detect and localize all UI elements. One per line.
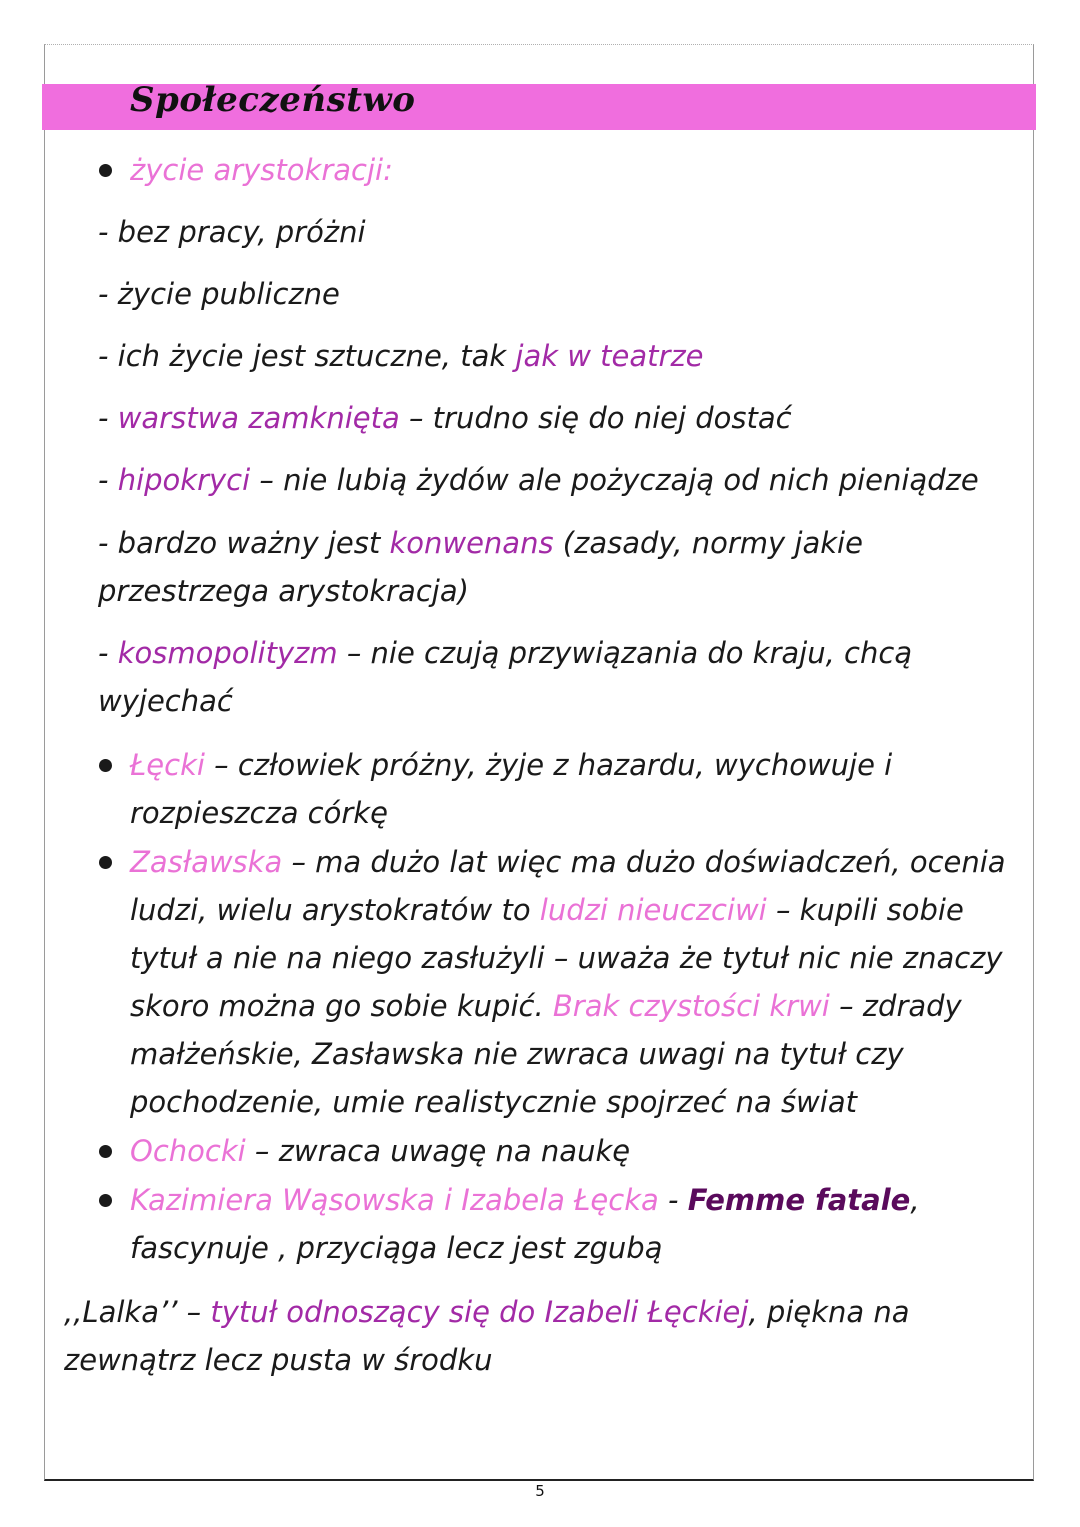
list-item [98,270,340,318]
character-text: fascynuje , przyciąga lecz jest zgubą [130,1231,663,1265]
item-text: (zasady, normy jakie [553,526,863,560]
list-item-continuation [98,677,233,725]
closing-continuation [64,1336,493,1384]
character-text: , [910,1183,920,1217]
character-continuation [130,982,962,1030]
character-text: – kupili sobie [766,893,964,927]
highlight-term: kosmopolityzm [117,636,338,670]
character-text: – zwraca uwagę na naukę [245,1134,631,1168]
closing-quote: ,,Lalka’’ [64,1295,178,1329]
closing-text: , piękna na [748,1295,910,1329]
highlight-term: hipokryci [117,463,251,497]
character-entry-ochocki [130,1127,630,1175]
highlight-term: jak w teatrze [515,339,704,373]
character-entry-women [130,1176,920,1224]
character-text: - [658,1183,688,1217]
list-item [98,208,366,256]
highlight-term: Brak czystości krwi [552,989,830,1023]
character-text: – zdrady [829,989,962,1023]
page-number: 5 [535,1482,545,1500]
list-item [98,394,792,442]
item-text: przestrzega arystokracja) [98,574,469,608]
character-text: rozpieszcza córkę [130,796,388,830]
character-name: Kazimiera Wąsowska i Izabela Łęcka [130,1183,659,1217]
highlight-term: tytuł odnoszący się do Izabeli Łęckiej [210,1295,749,1329]
list-item [98,332,704,380]
character-text: pochodzenie, umie realistycznie spojrzeć na świat [130,1085,857,1119]
highlight-term: Femme fatale [687,1183,911,1217]
bullet-icon [99,1194,112,1207]
character-continuation [130,1224,662,1272]
character-text: – ma dużo lat więc ma dużo doświadczeń, ocenia [282,845,1006,879]
item-text: - życie publiczne [98,277,340,311]
item-text: – nie lubią żydów ale pożyczają od nich pieniądze [250,463,979,497]
item-text: - bez pracy, próżni [98,215,366,249]
character-name: Zasławska [130,845,283,879]
character-continuation [130,1030,904,1078]
item-text: - bardzo ważny jest [98,526,390,560]
character-text: ludzi, wielu arystokratów to [130,893,540,927]
highlight-term: warstwa zamknięta [117,401,400,435]
item-text: - [98,401,118,435]
closing-text: – [177,1295,211,1329]
character-continuation [130,886,964,934]
character-entry-zaslawska [130,838,1006,886]
bullet-icon [99,759,112,772]
closing-note [64,1288,910,1336]
character-name: Ochocki [130,1134,246,1168]
item-text: – nie czują przywiązania do kraju, chcą [337,636,913,670]
character-continuation [130,1078,857,1126]
item-text: - ich życie jest sztuczne, tak [98,339,516,373]
highlight-term: ludzi nieuczciwi [539,893,767,927]
character-text: tytuł a nie na niego zasłużyli – uważa że tytuł nic nie znaczy [130,941,1003,975]
list-item [98,629,912,677]
highlight-term: konwenans [389,526,554,560]
character-name: Łęcki [130,748,205,782]
bullet-heading [130,146,393,194]
item-text: - [98,636,118,670]
character-continuation [130,789,388,837]
list-item [98,456,979,504]
character-entry-lecki [130,741,892,789]
item-text: wyjechać [98,684,233,718]
closing-text: zewnątrz lecz pusta w środku [64,1343,493,1377]
bullet-icon [99,1145,112,1158]
section-title: Społeczeństwo [130,80,416,120]
heading-text: życie arystokracji: [130,153,393,187]
item-text: - [98,463,118,497]
list-item [98,519,863,567]
bullet-icon [99,856,112,869]
character-text: małżeńskie, Zasławska nie zwraca uwagi na tytuł czy [130,1037,904,1071]
character-continuation [130,934,1003,982]
character-text: skoro można go sobie kupić. [130,989,553,1023]
character-text: – człowiek próżny, żyje z hazardu, wychowuje i [204,748,893,782]
bullet-icon [99,164,112,177]
list-item-continuation [98,567,469,615]
item-text: – trudno się do niej dostać [399,401,792,435]
